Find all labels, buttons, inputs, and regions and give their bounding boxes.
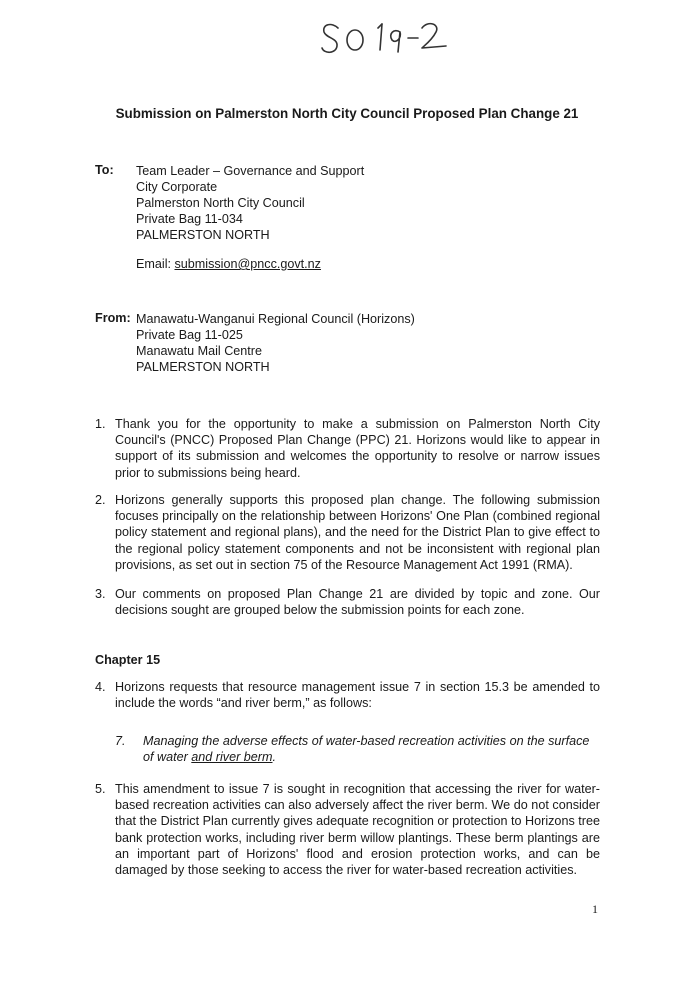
to-line: Palmerston North City Council xyxy=(136,196,305,210)
from-line: Manawatu-Wanganui Regional Council (Horizons) xyxy=(136,312,415,326)
paragraph-number: 1. xyxy=(95,417,106,431)
email-label: Email: xyxy=(136,257,175,271)
paragraph-text: Our comments on proposed Plan Change 21 are divided by topic and zone. Our decisions sought are grouped below the submission points for each zone. xyxy=(115,587,600,618)
numbered-paragraph xyxy=(95,416,600,481)
paragraph-number: 2. xyxy=(95,493,106,507)
to-line: Team Leader – Governance and Support xyxy=(136,164,365,178)
numbered-paragraph xyxy=(95,586,600,618)
email-link[interactable]: submission@pncc.govt.nz xyxy=(174,257,321,271)
paragraph-text: This amendment to issue 7 is sought in recognition that accessing the river for water-based recreation activities can also adversely affect the river berm. We do not consider that the District Plan currently gives adequate recognition or protection to Horizons tree bank protection works, including river berm willow plantings. These berm plantings are an important part of Horizons' flood and erosion protection works, and can be damaged by those seeking to access the river for water-based recreation activities. xyxy=(115,782,600,878)
to-line: City Corporate xyxy=(136,180,218,194)
from-label: From: xyxy=(95,311,131,325)
paragraph-number: 3. xyxy=(95,587,106,601)
numbered-paragraph xyxy=(95,781,600,878)
paragraph-text: Thank you for the opportunity to make a submission on Palmerston North City Council's (PNCC) Proposed Plan Change (PPC) 21. Horizons would like to appear in support of its submission and welcomes the opportunity to resolve or narrow issues prior to submissions being heard. xyxy=(115,417,600,480)
quote-text xyxy=(143,733,595,765)
chapter-heading: Chapter 15 xyxy=(95,653,161,667)
quote-end: . xyxy=(272,750,276,764)
numbered-paragraph xyxy=(95,492,600,573)
quote-number: 7. xyxy=(115,734,126,748)
handwritten-reference-stamp xyxy=(318,14,458,56)
document-title: Submission on Palmerston North City Council Proposed Plan Change 21 xyxy=(115,106,579,121)
paragraph-number: 5. xyxy=(95,782,106,796)
from-line: PALMERSTON NORTH xyxy=(136,360,270,374)
to-line: PALMERSTON NORTH xyxy=(136,228,270,242)
from-line: Manawatu Mail Centre xyxy=(136,344,262,358)
to-line: Private Bag 11-034 xyxy=(136,212,243,226)
quote-underlined: and river berm xyxy=(191,750,273,764)
email-line xyxy=(136,256,321,272)
quote-body: Managing the adverse effects of water-based recreation activities on the surface of water xyxy=(143,734,590,764)
to-label: To: xyxy=(95,163,114,177)
numbered-paragraph xyxy=(95,679,600,711)
paragraph-text: Horizons generally supports this proposed plan change. The following submission focuses principally on the relationship between Horizons' One Plan (combined regional policy statement and regional plans), and the need for the District Plan to give effect to the regional policy statement components and not be inconsistent with regional plan provisions, as set out in section 75 of the Resource Management Act 1991 (RMA). xyxy=(115,493,600,572)
quoted-issue xyxy=(115,733,595,765)
paragraph-text: Horizons requests that resource management issue 7 in section 15.3 be amended to include the words “and river berm,” as follows: xyxy=(115,680,600,711)
page-number: 1 xyxy=(592,902,598,916)
from-line: Private Bag 11-025 xyxy=(136,328,243,342)
paragraph-number: 4. xyxy=(95,680,106,694)
